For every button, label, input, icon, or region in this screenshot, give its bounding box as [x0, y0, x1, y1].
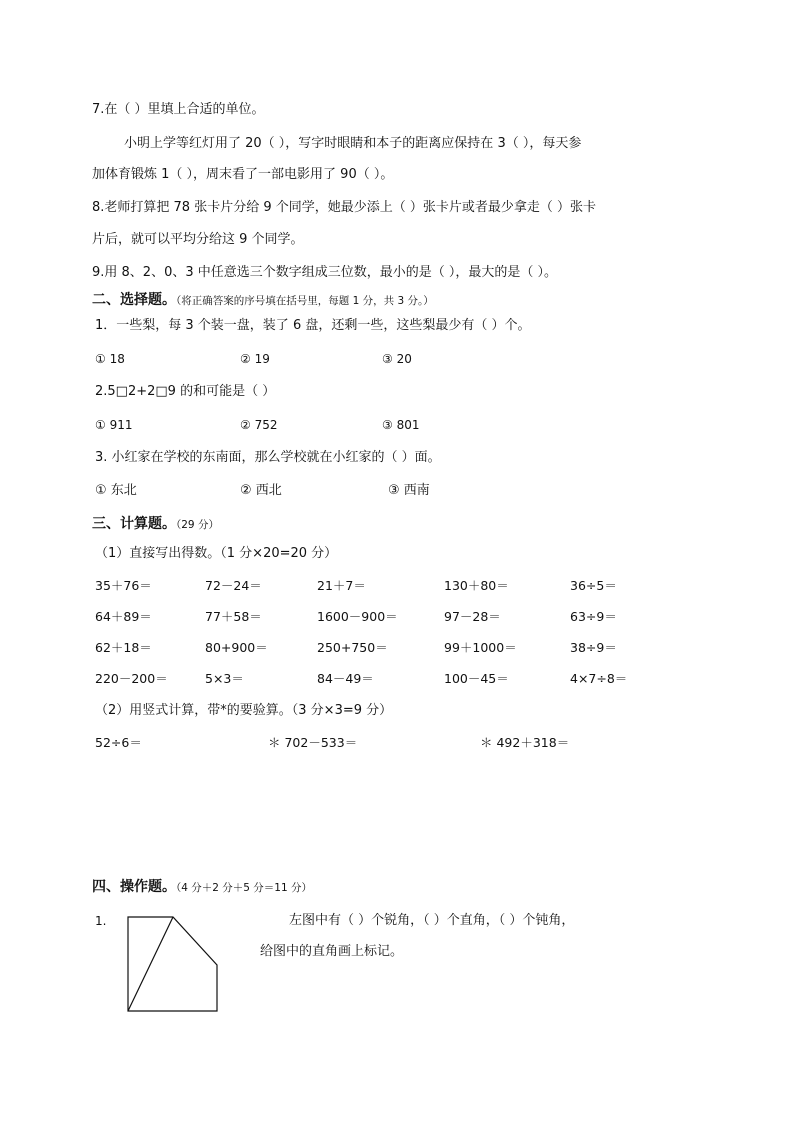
calc-r2-c4: 97－28＝ [444, 609, 501, 624]
section3-note: （29 分） [176, 519, 219, 531]
mc-q1-option-3: ③ 20 [382, 352, 412, 366]
calc-r4-c5: 4×7÷8＝ [570, 671, 628, 686]
section3-sub1: （1）直接写出得数。（1 分×20=20 分） [95, 546, 338, 561]
calc-r2-c1: 64＋89＝ [95, 609, 152, 624]
calc-r3-c5: 38÷9＝ [570, 640, 617, 655]
q8-line2: 片后，就可以平均分给这 9 个同学。 [92, 232, 304, 247]
mc-question-1: 1．一些梨，每 3 个装一盘，装了 6 盘，还剩一些，这些梨最少有（ ）个。 [95, 318, 531, 333]
section3-heading: 三、计算题。 [92, 516, 176, 532]
q7-title: 7.在（ ）里填上合适的单位。 [92, 102, 265, 117]
figure-diagonal [128, 917, 173, 1011]
section4-note: （4 分＋2 分＋5 分＝11 分） [176, 882, 313, 894]
section3-header [92, 516, 219, 533]
calc-r1-c3: 21＋7＝ [317, 578, 366, 593]
figure-outline [128, 917, 217, 1011]
calc-r4-c4: 100－45＝ [444, 671, 509, 686]
q9-line1: 9.用 8、2、0、3 中任意选三个数字组成三位数，最小的是（ ），最大的是（ ）。 [92, 265, 558, 280]
section2-heading: 二、选择题。 [92, 292, 176, 308]
q7-line2: 加体育锻炼 1（ ），周末看了一部电影用了 90（ ）。 [92, 167, 394, 182]
mc-q2-option-2: ② 752 [240, 418, 278, 432]
mc-question-2: 2.5□2+2□9 的和可能是（ ） [95, 384, 276, 399]
mc-q2-option-3: ③ 801 [382, 418, 420, 432]
mc-q3-option-2: ② 西北 [240, 483, 282, 498]
section4-heading: 四、操作题。 [92, 879, 176, 895]
section4-q1-line2: 给图中的直角画上标记。 [260, 944, 404, 959]
section4-q1-number: 1. [95, 914, 107, 928]
calc-r3-c1: 62＋18＝ [95, 640, 152, 655]
mc-q2-option-1: ① 911 [95, 418, 133, 432]
calc-r3-c4: 99＋1000＝ [444, 640, 517, 655]
mc-q1-option-1: ① 18 [95, 352, 125, 366]
calc-r1-c2: 72－24＝ [205, 578, 262, 593]
mc-question-3: 3. 小红家在学校的东南面，那么学校就在小红家的（ ）面。 [95, 450, 441, 465]
mc-q1-option-2: ② 19 [240, 352, 270, 366]
calc-r4-c1: 220－200＝ [95, 671, 168, 686]
section4-header [92, 879, 312, 896]
geometry-figure [120, 908, 224, 1014]
calc-r2-c2: 77＋58＝ [205, 609, 262, 624]
mc-q3-option-3: ③ 西南 [388, 483, 430, 498]
section2-header [92, 292, 434, 309]
calc-r2-c3: 1600－900＝ [317, 609, 398, 624]
vertical-calc-3: ＊ 492＋318＝ [480, 735, 570, 750]
q8-line1: 8.老师打算把 78 张卡片分给 9 个同学，她最少添上（ ）张卡片或者最少拿走（ ）张卡 [92, 200, 597, 215]
calc-r1-c5: 36÷5＝ [570, 578, 617, 593]
section4-q1-line1: 左图中有（ ）个锐角，（ ）个直角，（ ）个钝角， [289, 913, 575, 928]
q7-line1: 小明上学等红灯用了 20（ ），写字时眼睛和本子的距离应保持在 3（ ），每天参 [124, 136, 582, 151]
mc-q3-option-1: ① 东北 [95, 483, 137, 498]
section3-sub2: （2）用竖式计算，带*的要验算。（3 分×3=9 分） [95, 703, 393, 718]
calc-r1-c1: 35＋76＝ [95, 578, 152, 593]
calc-r3-c2: 80+900＝ [205, 640, 268, 655]
vertical-calc-1: 52÷6＝ [95, 735, 142, 750]
calc-r3-c3: 250+750＝ [317, 640, 388, 655]
calc-r2-c5: 63÷9＝ [570, 609, 617, 624]
vertical-calc-2: ＊ 702－533＝ [268, 735, 358, 750]
calc-r4-c3: 84－49＝ [317, 671, 374, 686]
calc-r4-c2: 5×3＝ [205, 671, 244, 686]
section2-note: （将正确答案的序号填在括号里，每题 1 分，共 3 分。） [176, 295, 434, 307]
calc-r1-c4: 130＋80＝ [444, 578, 509, 593]
